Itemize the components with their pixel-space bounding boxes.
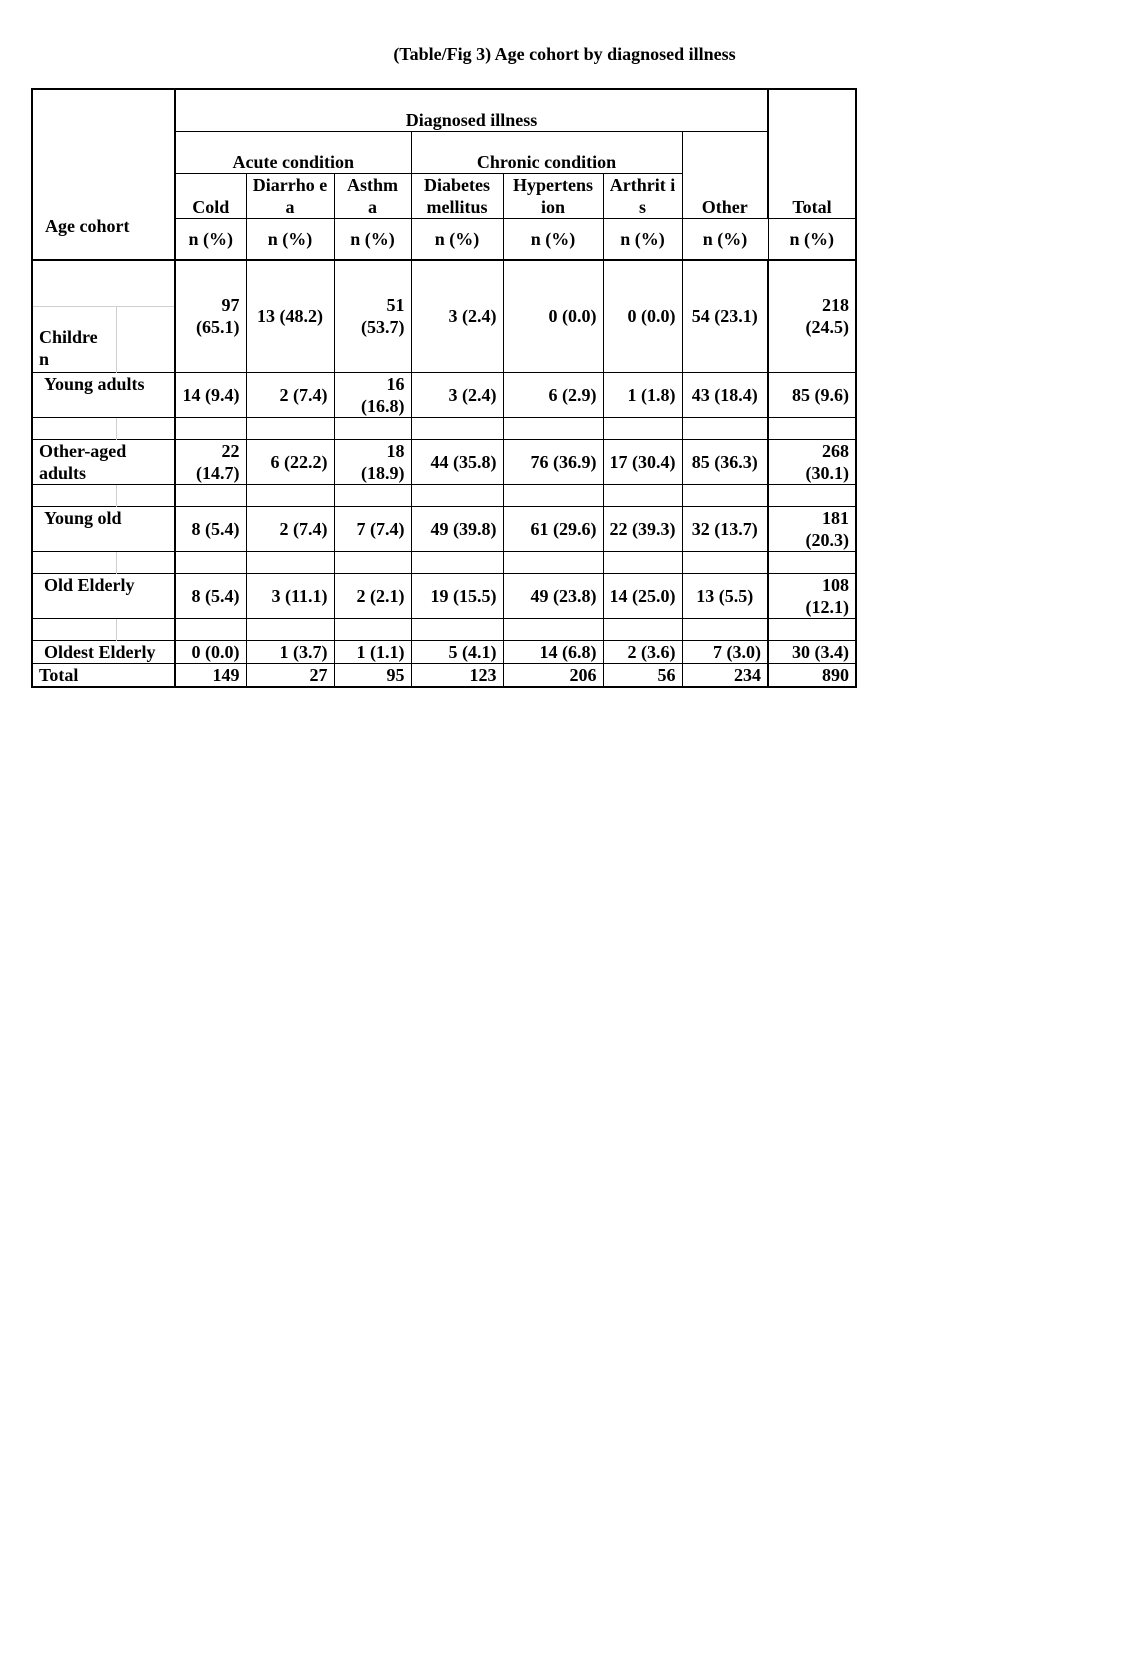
row-label: Old Elderly	[32, 573, 175, 618]
row-label: Young old	[32, 506, 175, 551]
table-cell: 0 (0.0)	[603, 260, 682, 372]
total-cell: 890	[768, 663, 856, 687]
table-cell: 0 (0.0)	[503, 260, 603, 372]
table-cell: 3 (11.1)	[246, 573, 334, 618]
other-column-header: Other	[701, 196, 748, 217]
table-cell: 5 (4.1)	[411, 640, 503, 663]
table-row	[32, 640, 856, 663]
table-row	[32, 372, 856, 417]
table-cell: 14 (9.4)	[175, 372, 246, 417]
table-cell: 1 (1.1)	[334, 640, 411, 663]
table-cell: 54 (23.1)	[682, 260, 768, 372]
table-cell: 14 (6.8)	[503, 640, 603, 663]
table-cell: 3 (2.4)	[411, 260, 503, 372]
row-label: Childre n	[32, 306, 116, 372]
unit-label: n (%)	[503, 218, 603, 260]
table-cell: 268 (30.1)	[768, 439, 856, 484]
total-cell: 206	[503, 663, 603, 687]
table-row	[32, 506, 856, 551]
diagnosed-illness-header: Diagnosed illness	[175, 89, 768, 131]
table-cell: 8 (5.4)	[175, 506, 246, 551]
table-cell: 2 (7.4)	[246, 372, 334, 417]
age-cohort-table	[31, 88, 857, 688]
table-cell: 32 (13.7)	[682, 506, 768, 551]
table-cell: 181 (20.3)	[768, 506, 856, 551]
table-cell: 2 (2.1)	[334, 573, 411, 618]
table-cell: 2 (7.4)	[246, 506, 334, 551]
unit-label: n (%)	[334, 218, 411, 260]
table-cell: 0 (0.0)	[175, 640, 246, 663]
hypertension-column-header: Hypertens ion	[503, 173, 603, 218]
page-title: (Table/Fig 3) Age cohort by diagnosed illness	[393, 44, 736, 64]
unit-label: n (%)	[175, 218, 246, 260]
table-cell: 51 (53.7)	[334, 260, 411, 372]
row-label: Oldest Elderly	[32, 640, 175, 663]
asthma-column-header: Asthm a	[334, 173, 411, 218]
cold-column-header: Cold	[175, 173, 246, 218]
table-cell: 49 (39.8)	[411, 506, 503, 551]
table-cell: 43 (18.4)	[682, 372, 768, 417]
table-cell: 22 (39.3)	[603, 506, 682, 551]
table-cell: 17 (30.4)	[603, 439, 682, 484]
unit-label: n (%)	[768, 218, 856, 260]
unit-label: n (%)	[603, 218, 682, 260]
table-cell: 97 (65.1)	[175, 260, 246, 372]
table-cell: 7 (7.4)	[334, 506, 411, 551]
total-cell: 149	[175, 663, 246, 687]
table-cell: 108 (12.1)	[768, 573, 856, 618]
age-cohort-header: Age cohort	[32, 89, 175, 260]
row-label: Young adults	[32, 372, 175, 417]
table-cell: 76 (36.9)	[503, 439, 603, 484]
table-cell: 6 (2.9)	[503, 372, 603, 417]
row-label: Total	[32, 663, 175, 687]
table-cell: 22 (14.7)	[175, 439, 246, 484]
table-row	[32, 439, 856, 484]
table-cell: 30 (3.4)	[768, 640, 856, 663]
row-label: Other-aged adults	[32, 439, 175, 484]
total-cell: 123	[411, 663, 503, 687]
table-cell: 7 (3.0)	[682, 640, 768, 663]
table-cell: 19 (15.5)	[411, 573, 503, 618]
table-cell: 13 (48.2)	[246, 260, 334, 372]
table-cell: 16 (16.8)	[334, 372, 411, 417]
acute-condition-header: Acute condition	[175, 131, 411, 173]
table-cell: 1 (1.8)	[603, 372, 682, 417]
table-cell: 85 (9.6)	[768, 372, 856, 417]
table-row-total	[32, 663, 856, 687]
table-cell: 61 (29.6)	[503, 506, 603, 551]
table-cell: 8 (5.4)	[175, 573, 246, 618]
total-cell: 95	[334, 663, 411, 687]
table-cell: 49 (23.8)	[503, 573, 603, 618]
unit-label: n (%)	[682, 218, 768, 260]
table-cell: 14 (25.0)	[603, 573, 682, 618]
table-cell: 3 (2.4)	[411, 372, 503, 417]
table-cell: 218 (24.5)	[768, 260, 856, 372]
diarrhoea-column-header: Diarrho ea	[246, 173, 334, 218]
table-cell: 1 (3.7)	[246, 640, 334, 663]
unit-label: n (%)	[246, 218, 334, 260]
table-cell: 13 (5.5)	[682, 573, 768, 618]
table-row	[32, 573, 856, 618]
total-cell: 27	[246, 663, 334, 687]
total-column-header: Total	[768, 89, 856, 218]
diabetes-column-header: Diabetes mellitus	[411, 173, 503, 218]
unit-label: n (%)	[411, 218, 503, 260]
table-cell: 6 (22.2)	[246, 439, 334, 484]
total-cell: 56	[603, 663, 682, 687]
table-cell: 2 (3.6)	[603, 640, 682, 663]
table-cell: 85 (36.3)	[682, 439, 768, 484]
chronic-condition-header: Chronic condition	[411, 131, 682, 173]
arthritis-column-header: Arthrit is	[603, 173, 682, 218]
table-cell: 44 (35.8)	[411, 439, 503, 484]
table-cell: 18 (18.9)	[334, 439, 411, 484]
total-cell: 234	[682, 663, 768, 687]
